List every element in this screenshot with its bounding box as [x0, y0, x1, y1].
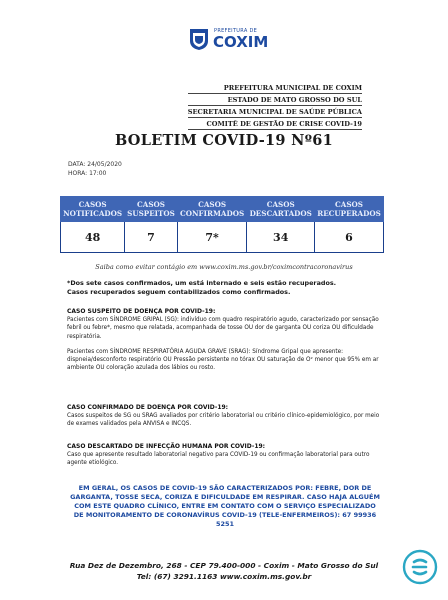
footer-address: Rua Dez de Dezembro, 268 - CEP 79.400-000 - Coxim - Mato Grosso do Sul: [69, 561, 379, 570]
site-note: Saiba como evitar contágio em www.coxim.ms.gov.br/coximcontracoronavirus: [95, 263, 353, 271]
confirmed-note-line: Casos recuperados seguem contabilizados como confirmados.: [67, 288, 291, 296]
confirmed-note-line: *Dos sete casos confirmados, um está internado e seis estão recuperados.: [67, 279, 337, 287]
value-descartados: 34: [247, 222, 315, 253]
header-notificados: CASOS NOTIFICADOS: [61, 197, 125, 222]
header-suspeitos: CASOS SUSPEITOS: [125, 197, 178, 222]
covid-notice: EM GERAL, OS CASOS DE COVID-19 SÃO CARACTERIZADOS POR: FEBRE, DOR DE GARGANTA, TOSSE SECA, CORIZA E DIFICULDADE EM RESPIRAR. CASO HAJA ALGUÉM COM ESTE QUADRO CLÍNICO, ENTRE EM CONTATO COM O SERVIÇO ESPECIALIZADO DE MONITORAMENTO DE CORONAVÍRUS COVID-19 (TELE-ENFERMEIROS): 67 99936 5251: [70, 484, 380, 528]
table-row: [61, 222, 384, 253]
cases-table: [60, 196, 384, 253]
discarded-section: [67, 443, 387, 468]
value-notificados: 48: [61, 222, 125, 253]
coxim-logo: [188, 24, 269, 54]
bulletin-time: HORA: 17:00: [68, 170, 107, 177]
value-suspeitos: 7: [125, 222, 178, 253]
table-header-row: [61, 197, 384, 222]
value-recuperados: 6: [315, 222, 384, 253]
header-line: COMITÊ DE GESTÃO DE CRISE COVID-19: [188, 119, 362, 130]
confirmed-text: Casos suspeitos de SG ou SRAG avaliados por critério laboratorial ou critério clínico-epidemiológico, por meio de exames validados pela ANVISA e INCQS.: [67, 413, 380, 428]
coxim-crest-icon: [188, 27, 210, 51]
logo-small-text: PREFEITURA DE: [214, 28, 258, 34]
suspect-paragraph-sg: Pacientes com SÍNDROME GRIPAL (SG): indivíduo com quadro respiratório agudo, caracterizado por sensação febril ou febre*, mesmo que relatada, acompanhada de tosse OU dor de garganta OU coriza OU dificuldade respiratória.: [67, 317, 379, 340]
discarded-text: Caso que apresente resultado laboratorial negativo para COVID-19 ou confirmação laboratorial para outro agente etiológico.: [67, 452, 370, 467]
e-circle-icon: [402, 549, 438, 585]
value-confirmados: 7*: [177, 222, 247, 253]
confirmed-note: [67, 279, 387, 297]
suspect-paragraph-srag: Pacientes com SÍNDROME RESPIRATÓRIA AGUDA GRAVE (SRAG): Síndrome Gripal que apresente: dispneia/desconforto respiratório OU Pressão persistente no tórax OU saturação de O² menor que 95% em ar ambiente OU coloração azulada dos lábios ou rosto.: [67, 348, 379, 372]
bulletin-date: DATA: 24/05/2020: [68, 161, 122, 168]
header-descartados: CASOS DESCARTADOS: [247, 197, 315, 222]
institution-header: [188, 83, 362, 131]
footer-contact: Tel: (67) 3291.1163 www.coxim.ms.gov.br: [136, 572, 312, 581]
logo-big-text: COXIM: [213, 33, 269, 51]
header-line: ESTADO DE MATO GROSSO DO SUL: [188, 95, 362, 106]
suspect-heading: CASO SUSPEITO DE DOENÇA POR COVID-19:: [67, 308, 216, 315]
bulletin-title: BOLETIM COVID-19 Nº61: [114, 132, 334, 149]
confirmed-heading: CASO CONFIRMADO DE DOENÇA POR COVID-19:: [67, 404, 229, 411]
discarded-heading: CASO DESCARTADO DE INFECÇÃO HUMANA POR COVID-19:: [67, 443, 266, 450]
header-line: SECRETARIA MUNICIPAL DE SAÚDE PÚBLICA: [187, 108, 362, 116]
header-line: PREFEITURA MUNICIPAL DE COXIM: [188, 83, 362, 94]
bulletin-meta: [68, 160, 122, 178]
header-recuperados: CASOS RECUPERADOS: [315, 197, 384, 222]
header-confirmados: CASOS CONFIRMADOS: [177, 197, 247, 222]
confirmed-section: [67, 404, 387, 429]
suspect-section: [67, 308, 387, 372]
